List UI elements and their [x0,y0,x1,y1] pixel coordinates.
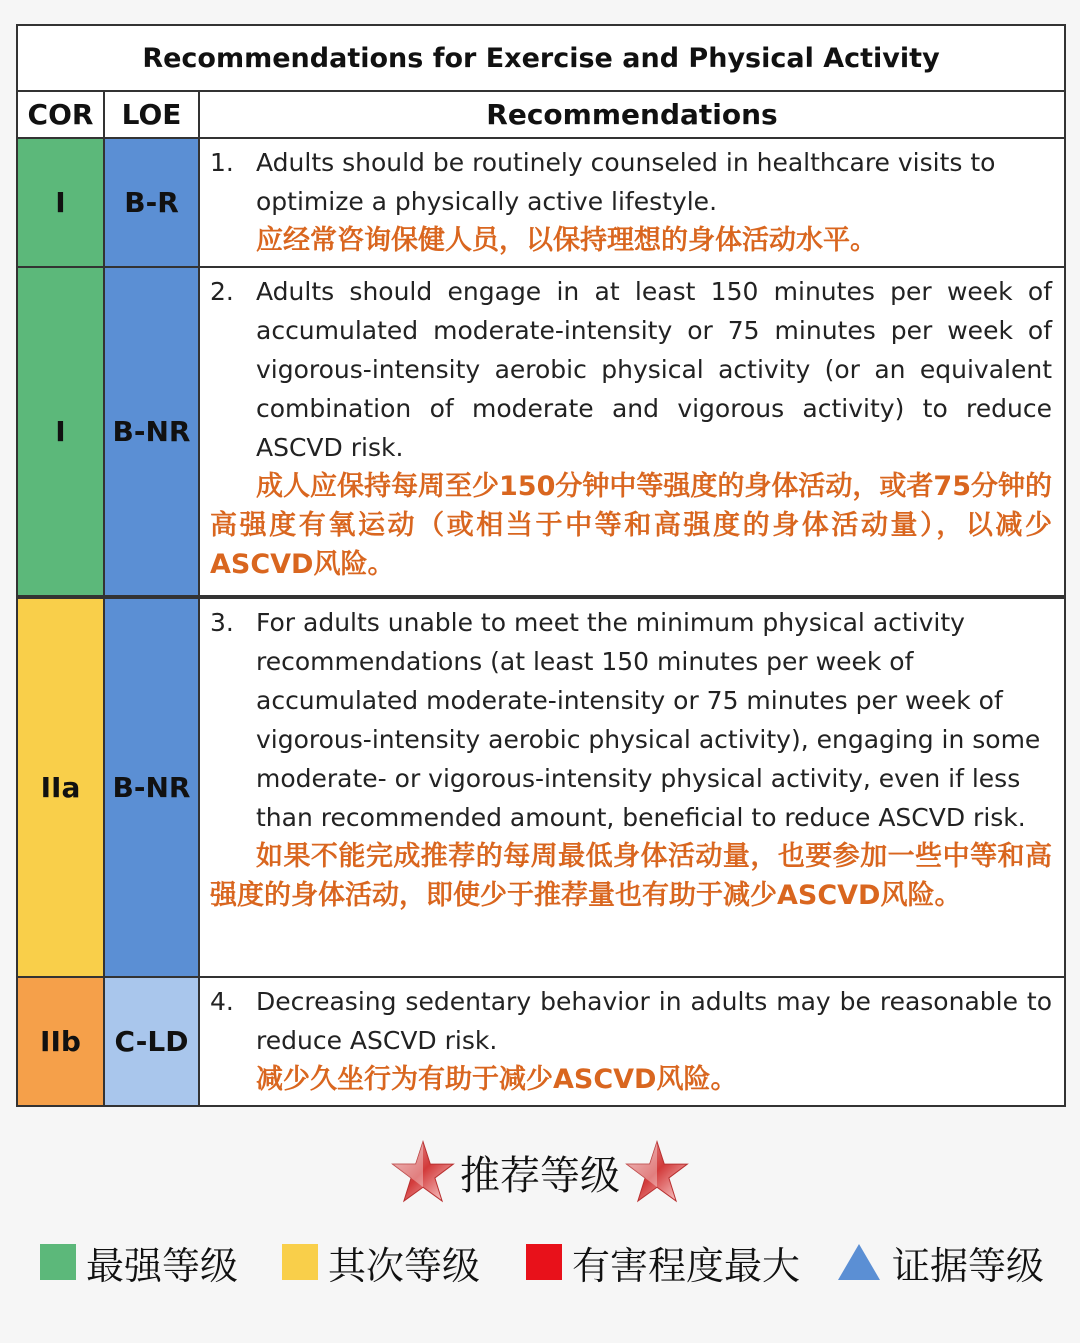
legend-item [282,1234,480,1290]
header-cor: COR [17,91,104,138]
recommendation-text-en: For adults unable to meet the minimum physical activity recommendations (at least 150 minutes per week of accumulated moderate-intensity or 75 minutes per week of vigorous-intensity aerobic physical activity), engaging in some moderate- or vigorous-intensity physical activity, even if less than recommended amount, beneficial to reduce ASCVD risk. [256,608,1041,832]
star-icon [624,1139,690,1205]
green-square-swatch [40,1244,76,1280]
recommendation-number: 2. [210,277,234,306]
legend [0,1234,1080,1290]
recommendation-cell [199,267,1065,597]
loe-cell: B-NR [104,267,199,597]
triangle-icon [836,1242,882,1282]
legend-label: 有害程度最大 [572,1243,801,1288]
recommendation-text-cn: 应经常咨询保健人员，以保持理想的身体活动水平。 [256,225,877,256]
recommendation-cell [199,977,1065,1106]
legend-title: 推荐等级 [460,1152,620,1199]
recommendation-text-en: Adults should engage in at least 150 minutes per week of accumulated moderate-intensity or 75 minutes per week of vigorous-intensity aerobic physical activity (or an equivalent combination of moderate and vigorous activity) to reduce ASCVD risk. [256,277,1052,462]
cor-cell: IIb [17,977,104,1106]
recommendation-text-cn: 如果不能完成推荐的每周最低身体活动量，也要参加一些中等和高强度的身体活动，即使少于推荐量也有助于减少ASCVD风险。 [210,841,1052,911]
table-row [17,597,1065,977]
recommendation-cell [199,138,1065,267]
loe-cell: B-NR [104,597,199,977]
recommendation-text-en: Decreasing sedentary behavior in adults may be reasonable to reduce ASCVD risk. [256,987,1052,1055]
cor-cell: I [17,138,104,267]
legend-label: 最强等级 [86,1243,239,1288]
header-recommendations: Recommendations [199,91,1065,138]
loe-cell: C-LD [104,977,199,1106]
legend-label: 证据等级 [892,1243,1045,1288]
recommendations-table [16,24,1066,1107]
legend-label: 其次等级 [328,1243,481,1288]
recommendation-text-en: Adults should be routinely counseled in healthcare visits to optimize a physically active lifestyle. [256,148,996,216]
yellow-square-swatch [282,1244,318,1280]
cor-cell: IIa [17,597,104,977]
loe-cell: B-R [104,138,199,267]
cor-cell: I [17,267,104,597]
table-row [17,977,1065,1106]
recommendation-cell [199,597,1065,977]
recommendation-number: 3. [210,608,234,637]
legend-heading [0,1132,1080,1212]
table-row [17,138,1065,267]
recommendation-english [210,603,1052,837]
recommendation-english [210,982,1052,1060]
table-row [17,267,1065,597]
table-title: Recommendations for Exercise and Physical Activity [17,25,1065,91]
header-loe: LOE [104,91,199,138]
recommendation-english [210,143,1052,221]
recommendation-text-cn: 减少久坐行为有助于减少ASCVD风险。 [256,1064,738,1095]
legend-item [526,1234,800,1290]
legend-item [836,1234,1044,1290]
star-icon [390,1139,456,1205]
recommendation-english [210,272,1052,467]
red-square-swatch [526,1244,562,1280]
legend-item [40,1234,238,1290]
recommendations-table-container [16,24,1064,1107]
recommendation-text-cn: 成人应保持每周至少150分钟中等强度的身体活动，或者75分钟的高强度有氧运动（或相当于中等和高强度的身体活动量），以减少ASCVD风险。 [210,471,1052,580]
recommendation-number: 4. [210,987,234,1016]
recommendation-number: 1. [210,148,234,177]
